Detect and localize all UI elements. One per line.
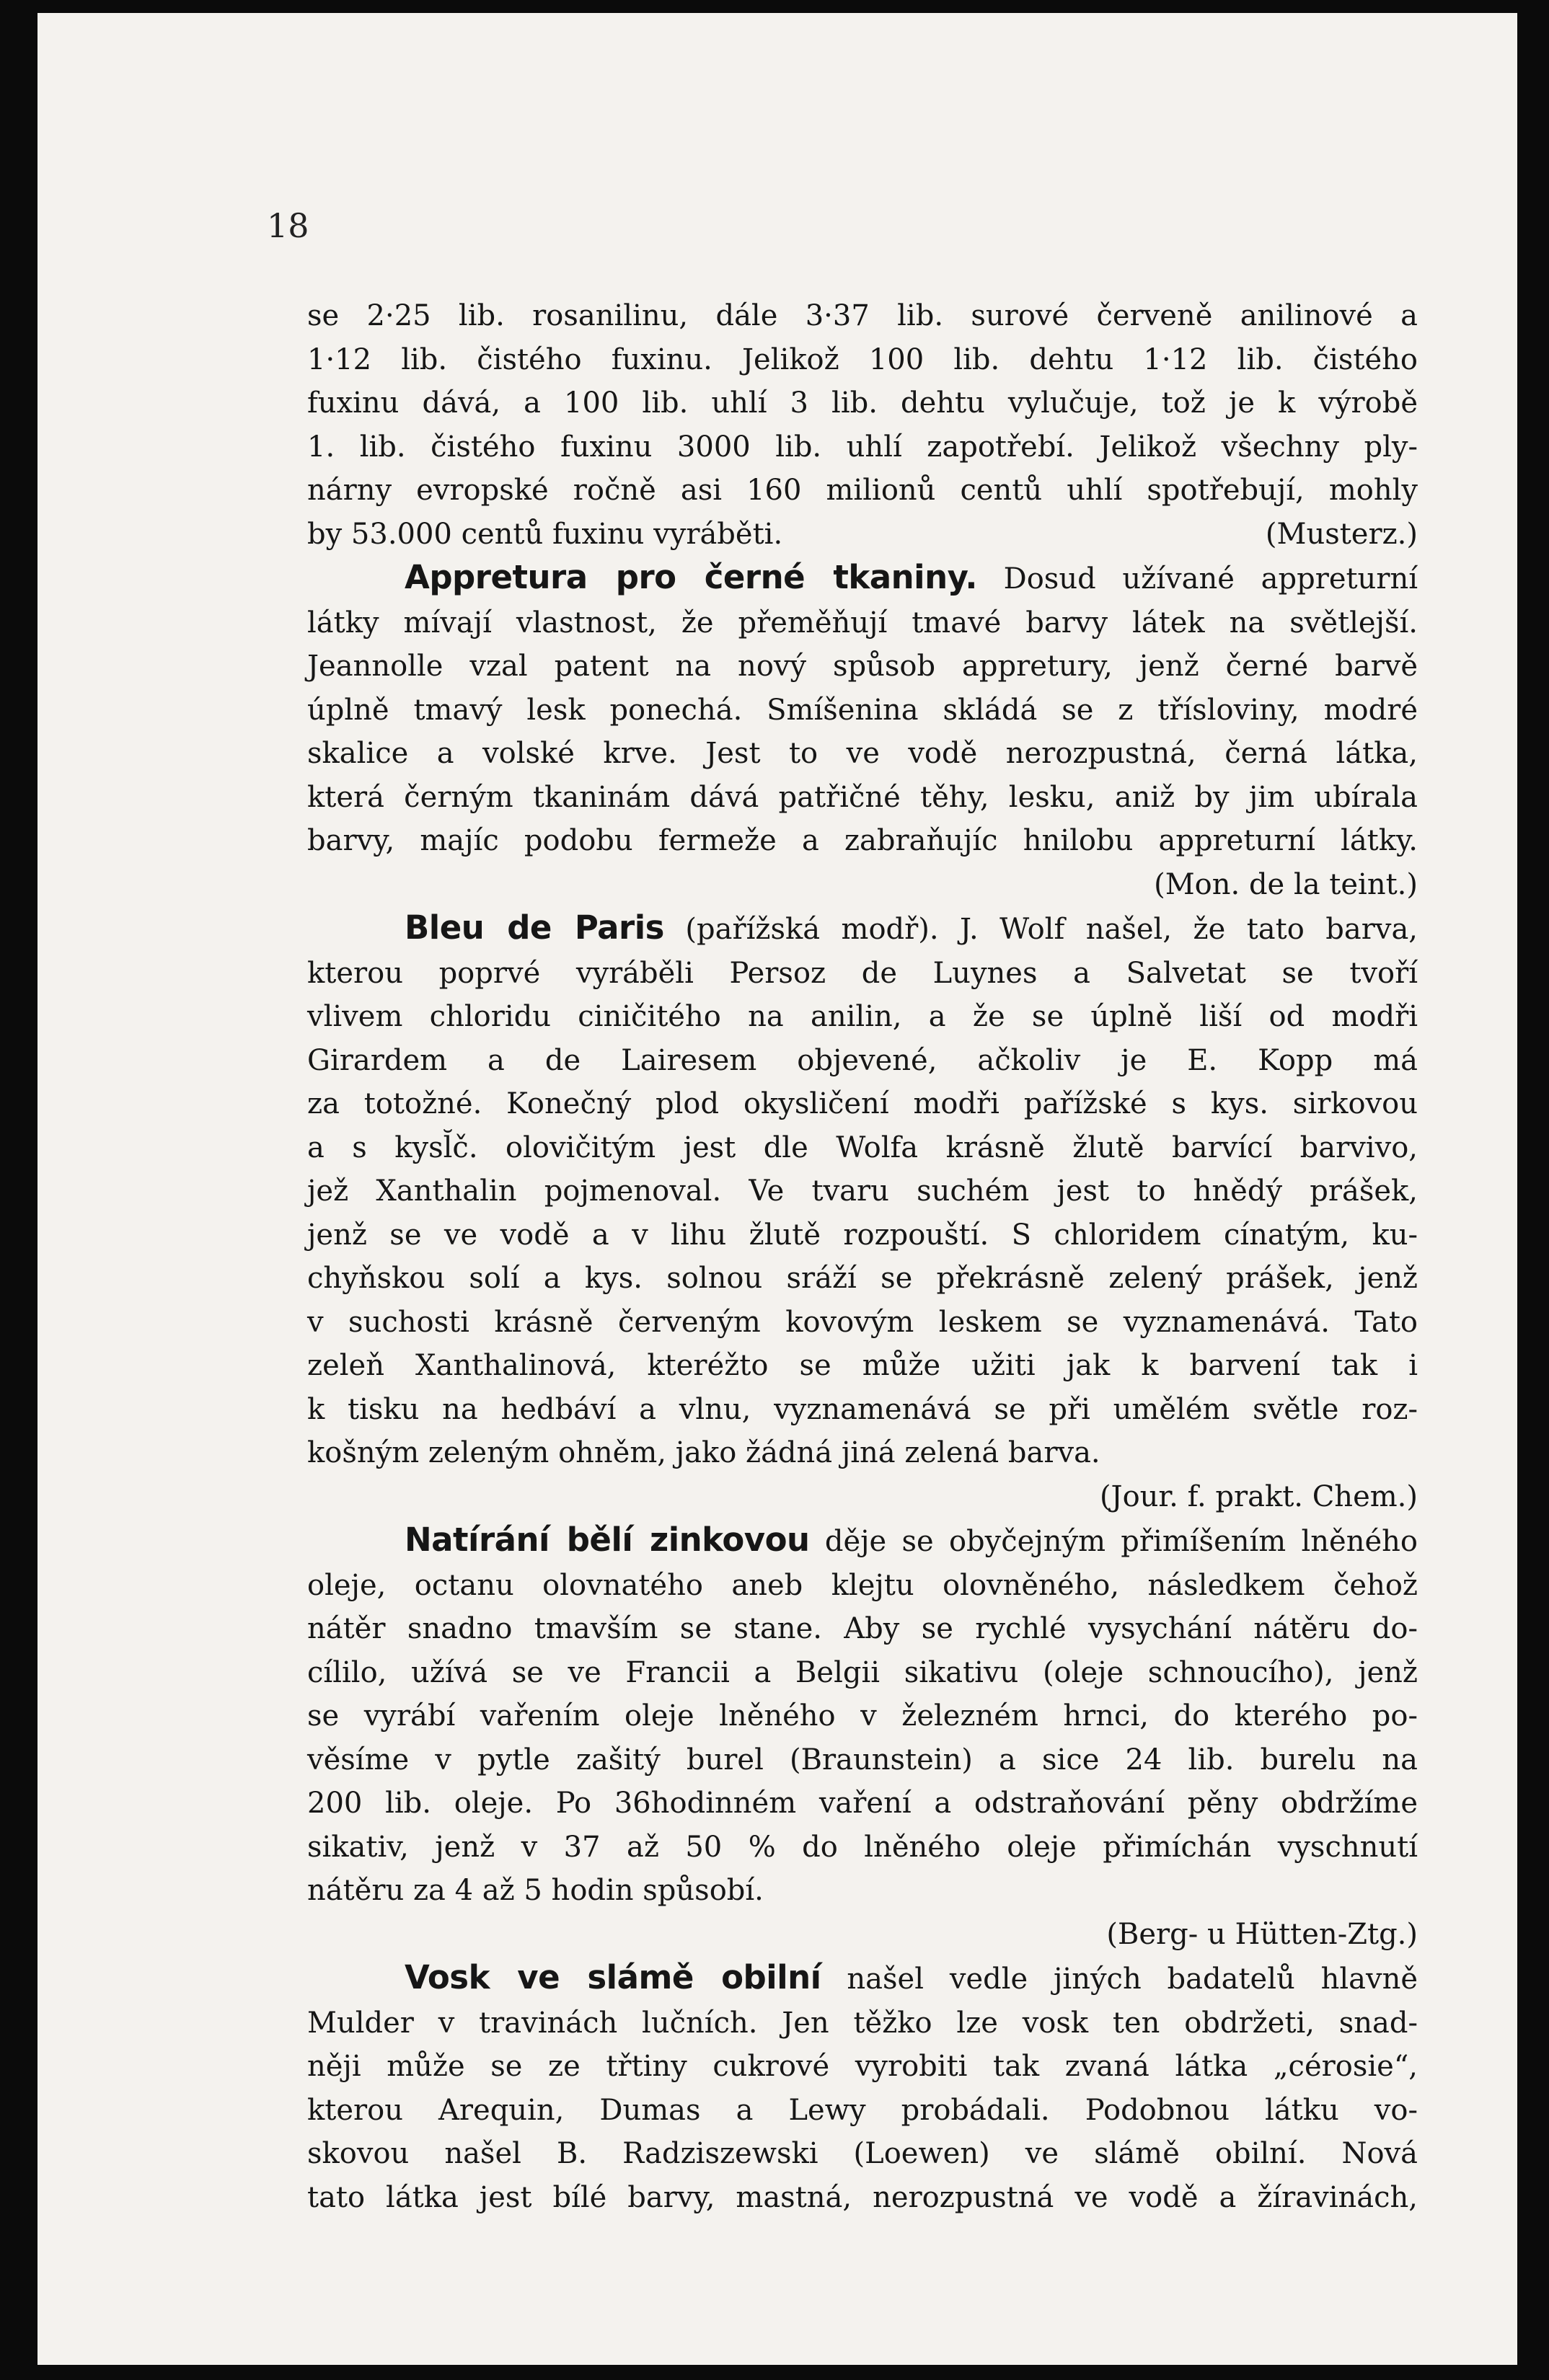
text-line: v suchosti krásně červeným kovovým leskem se vyznamenává. Tato: [307, 1305, 1418, 1339]
text-line: jež Xanthalin pojmenoval. Ve tvaru suchém jest to hnědý prášek,: [307, 1174, 1418, 1208]
text-line: věsíme v pytle zašitý burel (Braunstein) a sice 24 lib. burelu na: [307, 1743, 1418, 1777]
text-line: vlivem chloridu ciničitého na anilin, a že se úplně liší od modři: [307, 1000, 1418, 1033]
text-line: nárny evropské ročně asi 160 milionů centů uhlí spotřebují, mohly: [307, 474, 1418, 507]
section-heading: Natírání bělí zinkovou: [405, 1521, 810, 1559]
text-line: 1. lib. čistého fuxinu 3000 lib. uhlí zapotřebí. Jelikož všechny ply-: [307, 430, 1418, 464]
text-line: 200 lib. oleje. Po 36hodinném vaření a odstraňování pěny obdržíme: [307, 1787, 1418, 1820]
text-line: látky mívají vlastnost, že přeměňují tmavé barvy látek na světlejší.: [307, 606, 1418, 640]
text-line: něji může se ze třtiny cukrové vyrobiti tak zvaná látka „cérosie“,: [307, 2050, 1418, 2083]
scanned-page: [37, 13, 1517, 2365]
paragraph-natirani: [307, 1518, 1418, 1956]
source-citation: (Jour. f. prakt. Chem.): [1099, 1479, 1418, 1513]
heading-line: [307, 1956, 1418, 2001]
text-line: nátěru za 4 až 5 hodin spůsobí.: [307, 1874, 764, 1907]
source-citation: (Mon. de la teint.): [1154, 867, 1418, 901]
section-heading: Appretura pro černé tkaniny.: [405, 558, 977, 596]
source-citation: (Berg- u Hütten-Ztg.): [1106, 1917, 1418, 1951]
text-line: zeleň Xanthalinová, kteréžto se může užiti jak k barvení tak i: [307, 1349, 1418, 1382]
text-line: děje se obyčejným přimíšením lněného: [824, 1525, 1418, 1558]
text-line: oleje, octanu olovnatého aneb klejtu olovněného, následkem čehož: [307, 1568, 1418, 1602]
text-line-with-source: [307, 513, 1418, 557]
heading-line: [307, 1518, 1418, 1564]
section-heading: Vosk ve slámě obilní: [405, 1958, 821, 1996]
text-line: úplně tmavý lesk ponechá. Smíšenina skládá se z třísloviny, modré: [307, 693, 1418, 727]
text-line: Mulder v travinách lučních. Jen těžko lze vosk ten obdržeti, snad-: [307, 2006, 1418, 2040]
text-line: tato látka jest bílé barvy, mastná, nerozpustná ve vodě a žíravinách,: [307, 2180, 1418, 2214]
text-line: fuxinu dává, a 100 lib. uhlí 3 lib. dehtu vylučuje, tož je k výrobě: [307, 386, 1418, 420]
source-citation: (Musterz.): [1265, 517, 1418, 551]
paragraph-appretura: [307, 556, 1418, 906]
text-line: našel vedle jiných badatelů hlavně: [847, 1963, 1418, 1996]
text-line: Girardem a de Lairesem objevené, ačkoliv je E. Kopp má: [307, 1043, 1418, 1077]
text-line: košným zeleným ohněm, jako žádná jiná zelená barva.: [307, 1436, 1100, 1469]
heading-line: [307, 906, 1418, 952]
text-line: sikativ, jenž v 37 až 50 % do lněného oleje přimíchán vyschnutí: [307, 1830, 1418, 1864]
text-line: za totožné. Konečný plod okysličení modři pařížské s kys. sirkovou: [307, 1087, 1418, 1120]
text-line: se 2·25 lib. rosanilinu, dále 3·37 lib. surové červeně anilinové a: [307, 299, 1418, 332]
page-body: [307, 294, 1418, 2219]
paragraph-fuxin: [307, 294, 1418, 556]
text-line: skalice a volské krve. Jest to ve vodě nerozpustná, černá látka,: [307, 737, 1418, 770]
text-line: (pařížská modř). J. Wolf našel, že tato barva,: [685, 913, 1418, 946]
paragraph-bleu-de-paris: [307, 906, 1418, 1518]
text-line: chyňskou solí a kys. solnou sráží se překrásně zelený prášek, jenž: [307, 1262, 1418, 1295]
paragraph-vosk: [307, 1956, 1418, 2219]
text-line: 1·12 lib. čistého fuxinu. Jelikož 100 lib. dehtu 1·12 lib. čistého: [307, 342, 1418, 376]
text-line: Jeannolle vzal patent na nový spůsob appretury, jenž černé barvě: [307, 650, 1418, 683]
text-line: barvy, majíc podobu fermeže a zabraňujíc hnilobu appreturní látky.: [307, 824, 1418, 857]
page-number: 18: [267, 206, 309, 245]
text-line: a s kysl̆č. olovičitým jest dle Wolfa krásně žlutě barvící barvivo,: [307, 1131, 1418, 1164]
text-line: k tisku na hedbáví a vlnu, vyznamenává se při umělém světle roz-: [307, 1392, 1418, 1426]
text-line: která černým tkaninám dává patřičné těhy, lesku, aniž by jim ubírala: [307, 780, 1418, 814]
text-line: skovou našel B. Radziszewski (Loewen) ve slámě obilní. Nová: [307, 2137, 1418, 2170]
text-line: nátěr snadno tmavším se stane. Aby se rychlé vysychání nátěru do-: [307, 1612, 1418, 1645]
text-line: by 53.000 centů fuxinu vyráběti.: [307, 517, 783, 551]
heading-line: [307, 556, 1418, 601]
text-line: Dosud užívané appreturní: [1003, 562, 1418, 596]
text-line: cílilo, užívá se ve Francii a Belgii sikativu (oleje schnoucího), jenž: [307, 1655, 1418, 1689]
text-line: se vyrábí vařením oleje lněného v železném hrnci, do kterého po-: [307, 1699, 1418, 1733]
text-line: kterou poprvé vyráběli Persoz de Luynes a Salvetat se tvoří: [307, 956, 1418, 990]
text-line: kterou Arequin, Dumas a Lewy probádali. Podobnou látku vo-: [307, 2093, 1418, 2127]
section-heading: Bleu de Paris: [405, 908, 664, 947]
text-line: jenž se ve vodě a v lihu žlutě rozpouští. S chloridem cínatým, ku-: [307, 1218, 1418, 1252]
